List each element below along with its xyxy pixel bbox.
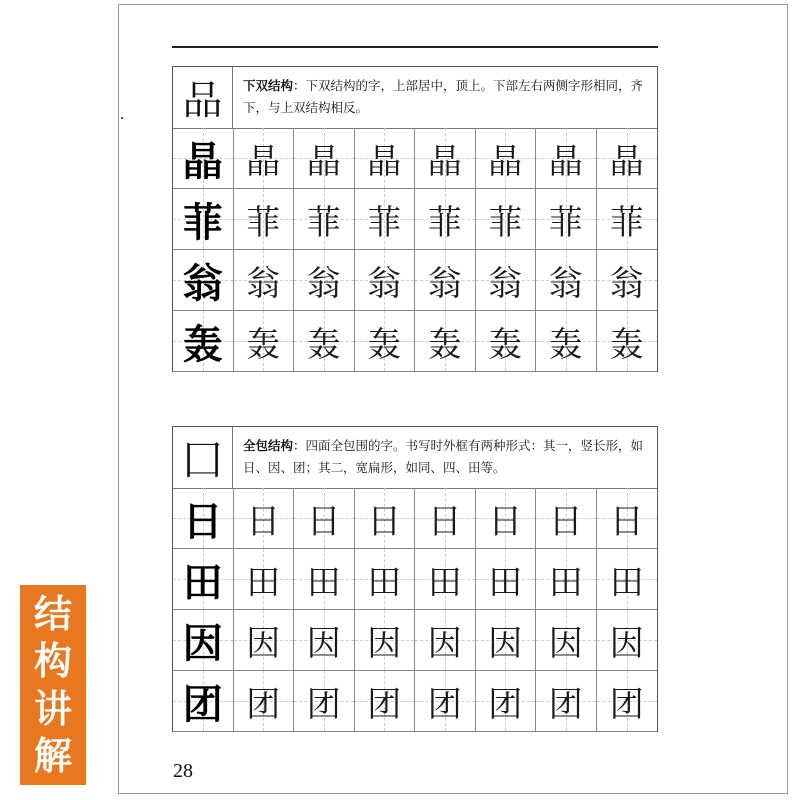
model-char-cell [173, 128, 234, 189]
practice-char-cell [597, 610, 658, 671]
practice-char-cell [536, 311, 597, 372]
practice-char-cell [294, 250, 355, 311]
model-char: 团 [182, 680, 223, 728]
practice-char-cell [597, 671, 658, 732]
practice-char: 晶 [488, 141, 523, 182]
practice-char: 田 [427, 562, 462, 603]
model-char-cell [173, 311, 234, 372]
section-lower-double-structure [172, 66, 658, 372]
practice-char-cell [415, 610, 476, 671]
practice-char: 因 [367, 623, 402, 664]
practice-char-cell [415, 488, 476, 549]
practice-char-cell [234, 311, 295, 372]
practice-char: 晶 [246, 141, 281, 182]
practice-char-cell [294, 311, 355, 372]
practice-char-cell [294, 189, 355, 250]
practice-char: 菲 [427, 202, 462, 243]
practice-char-cell [415, 549, 476, 610]
practice-char-cell [355, 671, 416, 732]
practice-char: 田 [246, 562, 281, 603]
practice-char-cell [597, 250, 658, 311]
practice-char-cell [294, 671, 355, 732]
practice-char: 菲 [488, 202, 523, 243]
model-char: 日 [182, 497, 223, 545]
practice-char: 菲 [609, 202, 644, 243]
model-char: 菲 [182, 198, 223, 246]
practice-grid [173, 488, 657, 732]
practice-char: 菲 [306, 202, 341, 243]
practice-char-cell [536, 128, 597, 189]
practice-char: 团 [609, 684, 644, 725]
section-full-enclosure-structure [172, 426, 658, 732]
practice-char-cell [294, 610, 355, 671]
practice-char: 菲 [367, 202, 402, 243]
model-char: 翁 [182, 259, 223, 307]
practice-char: 因 [548, 623, 583, 664]
practice-char: 菲 [246, 202, 281, 243]
practice-char-cell [536, 671, 597, 732]
practice-char-cell [355, 549, 416, 610]
practice-char-cell [536, 189, 597, 250]
model-char-cell [173, 610, 234, 671]
section-header [173, 67, 657, 129]
practice-char-cell [415, 250, 476, 311]
practice-char: 田 [367, 562, 402, 603]
practice-char-cell [355, 128, 416, 189]
practice-char: 团 [427, 684, 462, 725]
practice-char-cell [234, 488, 295, 549]
structure-term: 下双结构 [243, 78, 294, 93]
top-rule [172, 46, 658, 48]
practice-char: 翁 [488, 263, 523, 304]
practice-char-cell [536, 610, 597, 671]
practice-char-cell [476, 671, 537, 732]
practice-char: 因 [427, 623, 462, 664]
practice-char-cell [597, 128, 658, 189]
practice-char: 日 [488, 501, 523, 542]
header-example-char: 品 [173, 67, 233, 128]
practice-char-cell [294, 549, 355, 610]
section-description [243, 435, 651, 479]
structure-explanation: ：四面全包围的字。书写时外框有两种形式：其一，竖长形，如日、因、团；其二，宽扁形，如同、四、田等。 [243, 438, 644, 475]
practice-char-cell [415, 311, 476, 372]
section-header [173, 427, 657, 489]
practice-char: 田 [306, 562, 341, 603]
practice-char: 翁 [306, 263, 341, 304]
practice-char: 晶 [306, 141, 341, 182]
practice-char-cell [294, 488, 355, 549]
practice-char-cell [234, 128, 295, 189]
model-char-cell [173, 671, 234, 732]
practice-char-cell [597, 311, 658, 372]
practice-char: 因 [306, 623, 341, 664]
practice-char: 日 [306, 501, 341, 542]
practice-char-cell [476, 549, 537, 610]
practice-char-cell [597, 488, 658, 549]
practice-char: 翁 [246, 263, 281, 304]
practice-char: 日 [427, 501, 462, 542]
practice-char: 晶 [548, 141, 583, 182]
practice-char: 晶 [609, 141, 644, 182]
structure-explanation: ：下双结构的字，上部居中，顶上。下部左右两侧字形相同，齐下，与上双结构相反。 [243, 78, 644, 115]
practice-char: 日 [609, 501, 644, 542]
side-tab-structure-explanation [20, 585, 86, 785]
practice-grid [173, 128, 657, 372]
practice-char-cell [355, 311, 416, 372]
practice-char-cell [415, 128, 476, 189]
practice-char-cell [597, 549, 658, 610]
practice-char: 团 [367, 684, 402, 725]
practice-char-cell [234, 610, 295, 671]
practice-char: 翁 [609, 263, 644, 304]
practice-char-cell [355, 189, 416, 250]
practice-char-cell [536, 549, 597, 610]
practice-char: 翁 [427, 263, 462, 304]
practice-char: 团 [306, 684, 341, 725]
model-char: 晶 [182, 137, 223, 185]
model-char-cell [173, 189, 234, 250]
practice-char: 轰 [609, 324, 644, 365]
section-description [243, 75, 651, 119]
practice-char-cell [355, 488, 416, 549]
model-char: 田 [182, 558, 223, 606]
practice-char: 团 [488, 684, 523, 725]
practice-char-cell [415, 671, 476, 732]
practice-char: 轰 [367, 324, 402, 365]
side-tab-char: 解 [33, 734, 72, 779]
practice-char: 田 [488, 562, 523, 603]
practice-char-cell [597, 189, 658, 250]
practice-char: 翁 [548, 263, 583, 304]
model-char-cell [173, 488, 234, 549]
practice-char: 日 [367, 501, 402, 542]
practice-char-cell [294, 128, 355, 189]
practice-char-cell [355, 610, 416, 671]
page-speck [121, 117, 123, 119]
side-tab-char: 构 [33, 639, 72, 684]
practice-char-cell [415, 189, 476, 250]
side-tab-char: 讲 [33, 686, 72, 731]
practice-char: 日 [548, 501, 583, 542]
header-example-char: 囗 [173, 427, 233, 488]
practice-char-cell [234, 189, 295, 250]
practice-char: 团 [246, 684, 281, 725]
practice-char-cell [234, 250, 295, 311]
practice-char: 日 [246, 501, 281, 542]
practice-char: 田 [548, 562, 583, 603]
practice-char: 翁 [367, 263, 402, 304]
practice-char: 轰 [548, 324, 583, 365]
practice-char: 晶 [427, 141, 462, 182]
practice-char-cell [476, 311, 537, 372]
practice-char: 轰 [427, 324, 462, 365]
page-number: 28 [173, 760, 193, 782]
practice-char: 因 [246, 623, 281, 664]
practice-char: 因 [488, 623, 523, 664]
practice-char-cell [476, 488, 537, 549]
model-char-cell [173, 549, 234, 610]
practice-char: 轰 [246, 324, 281, 365]
practice-char: 因 [609, 623, 644, 664]
practice-char: 晶 [367, 141, 402, 182]
practice-char-cell [536, 250, 597, 311]
practice-char-cell [234, 549, 295, 610]
model-char-cell [173, 250, 234, 311]
practice-char: 轰 [488, 324, 523, 365]
practice-char-cell [476, 250, 537, 311]
side-tab-char: 结 [33, 591, 72, 636]
practice-char: 团 [548, 684, 583, 725]
practice-char-cell [476, 189, 537, 250]
practice-char-cell [355, 250, 416, 311]
practice-char: 田 [609, 562, 644, 603]
structure-term: 全包结构 [243, 438, 294, 453]
model-char: 因 [182, 619, 223, 667]
practice-char: 菲 [548, 202, 583, 243]
practice-char: 轰 [306, 324, 341, 365]
practice-char-cell [476, 610, 537, 671]
practice-char-cell [536, 488, 597, 549]
practice-char-cell [234, 671, 295, 732]
model-char: 轰 [182, 320, 223, 368]
practice-char-cell [476, 128, 537, 189]
